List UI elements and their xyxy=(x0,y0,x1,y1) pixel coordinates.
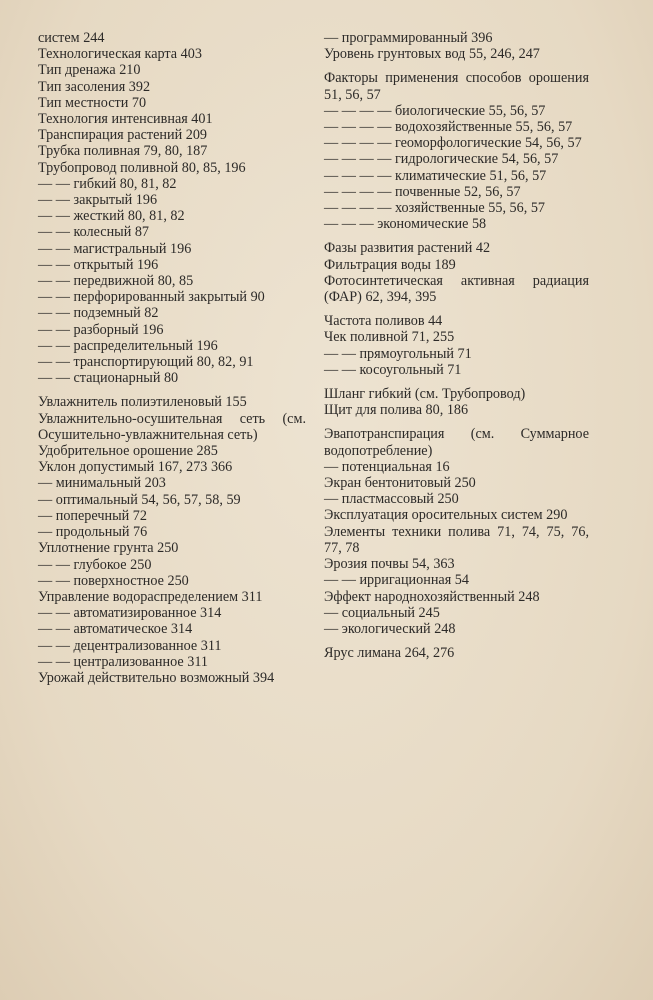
index-entry: — пластмассовый 250 xyxy=(324,491,459,508)
index-entry: — — автоматическое 314 xyxy=(38,621,193,638)
index-entry: — — — — климатические 51, 56, 57 xyxy=(324,167,547,184)
index-entry: — — — — гидрологические 54, 56, 57 xyxy=(324,151,559,168)
index-entry: — продольный 76 xyxy=(38,524,148,541)
index-entry: — — закрытый 196 xyxy=(38,192,158,209)
index-entry: Эрозия почвы 54, 363 xyxy=(324,556,455,573)
index-entry: — — глубокое 250 xyxy=(38,556,152,573)
index-entry: — минимальный 203 xyxy=(38,475,166,492)
index-entry: — — — — геоморфологические 54, 56, 57 xyxy=(324,135,582,152)
index-entry: Эффект народнохозяйственный 248 xyxy=(324,588,540,605)
index-entry: Чек поливной 71, 255 xyxy=(324,329,455,346)
index-column-left xyxy=(38,30,306,686)
index-entry: — — централизованное 311 xyxy=(38,653,208,670)
index-gap xyxy=(324,378,589,386)
index-entry: Технология интенсивная 401 xyxy=(38,111,213,128)
index-entry: — — — экономические 58 xyxy=(324,216,487,233)
index-entry: — — колесный 87 xyxy=(38,224,150,241)
index-entry: Элементы техники полива 71, 74, 75, 76, 77, 78 xyxy=(324,523,589,556)
index-entry: Тип местности 70 xyxy=(38,94,147,111)
index-entry: — — — — хозяйственные 55, 56, 57 xyxy=(324,200,546,217)
index-entry: — поперечный 72 xyxy=(38,507,147,524)
index-entry: — экологический 248 xyxy=(324,620,456,637)
index-entry: Управление водораспределением 311 xyxy=(38,588,263,605)
index-gap xyxy=(324,62,589,70)
index-entry: систем 244 xyxy=(38,30,105,46)
index-entry: Удобрительное орошение 285 xyxy=(38,443,218,460)
index-entry: — — прямоугольный 71 xyxy=(324,345,472,362)
index-entry: — — косоугольный 71 xyxy=(324,361,462,378)
index-entry: Урожай действительно возможный 394 xyxy=(38,669,275,686)
index-entry: Уровень грунтовых вод 55, 246, 247 xyxy=(324,46,540,63)
index-entry: — социальный 245 xyxy=(324,604,440,621)
index-entry: — — распределительный 196 xyxy=(38,337,218,354)
index-entry: — — — — водохозяйственные 55, 56, 57 xyxy=(324,119,573,136)
index-entry: — — децентрализованное 311 xyxy=(38,637,222,654)
index-entry: Трубопровод поливной 80, 85, 196 xyxy=(38,159,246,176)
index-entry: — — передвижной 80, 85 xyxy=(38,273,194,290)
index-entry: Уклон допустимый 167, 273 366 xyxy=(38,459,233,476)
index-entry: Тип дренажа 210 xyxy=(38,62,141,79)
index-entry: — — поверхностное 250 xyxy=(38,572,189,589)
index-entry: — — жесткий 80, 81, 82 xyxy=(38,208,185,225)
index-entry: — — автоматизированное 314 xyxy=(38,605,222,622)
index-entry: Эвапотранспирация (см. Суммарное водопотребление) xyxy=(324,426,589,459)
index-entry: Факторы применения способов орошения 51, 56, 57 xyxy=(324,70,589,103)
index-entry: Тип засоления 392 xyxy=(38,78,151,95)
index-entry: Эксплуатация оросительных систем 290 xyxy=(324,507,568,524)
index-gap xyxy=(324,232,589,240)
index-entry: Шланг гибкий (см. Трубопровод) xyxy=(324,386,526,403)
index-gap xyxy=(324,305,589,313)
index-entry: Технологическая карта 403 xyxy=(38,46,202,63)
index-entry: Ярус лимана 264, 276 xyxy=(324,645,455,662)
index-entry: — — — — биологические 55, 56, 57 xyxy=(324,102,546,119)
index-entry: — — подземный 82 xyxy=(38,305,159,322)
index-column-right xyxy=(324,30,589,661)
index-entry: Фазы развития растений 42 xyxy=(324,240,491,257)
index-entry: — — магистральный 196 xyxy=(38,240,192,257)
index-entry: — — гибкий 80, 81, 82 xyxy=(38,175,177,192)
index-gap xyxy=(38,386,306,394)
index-entry: — — — — почвенные 52, 56, 57 xyxy=(324,183,521,200)
index-entry: — — разборный 196 xyxy=(38,321,164,338)
index-entry: Частота поливов 44 xyxy=(324,313,443,330)
index-entry: Трубка поливная 79, 80, 187 xyxy=(38,143,208,160)
index-entry: Фотосинтетическая активная радиация (ФАР) 62, 394, 395 xyxy=(324,272,589,306)
index-entry: — оптимальный 54, 56, 57, 58, 59 xyxy=(38,491,241,508)
index-entry: — — ирригационная 54 xyxy=(324,572,469,589)
index-entry: Фильтрация воды 189 xyxy=(324,256,456,273)
index-entry: — — транспортирующий 80, 82, 91 xyxy=(38,354,254,371)
index-entry: — потенциальная 16 xyxy=(324,458,450,475)
index-gap xyxy=(324,418,589,426)
index-entry: — — открытый 196 xyxy=(38,256,159,273)
index-entry: — — стационарный 80 xyxy=(38,370,179,387)
index-entry: — программированный 396 xyxy=(324,30,493,46)
index-entry: Щит для полива 80, 186 xyxy=(324,402,469,419)
index-entry: — — перфорированный закрытый 90 xyxy=(38,289,265,306)
index-gap xyxy=(324,637,589,645)
index-entry: Увлажнитель полиэтиленовый 155 xyxy=(38,394,247,411)
index-entry: Уплотнение грунта 250 xyxy=(38,540,179,557)
index-entry: Увлажнительно-осушительная сеть (см. Осушительно-увлажнительная сеть) xyxy=(38,410,306,443)
index-entry: Транспирация растений 209 xyxy=(38,127,208,144)
index-entry: Экран бентонитовый 250 xyxy=(324,475,476,492)
